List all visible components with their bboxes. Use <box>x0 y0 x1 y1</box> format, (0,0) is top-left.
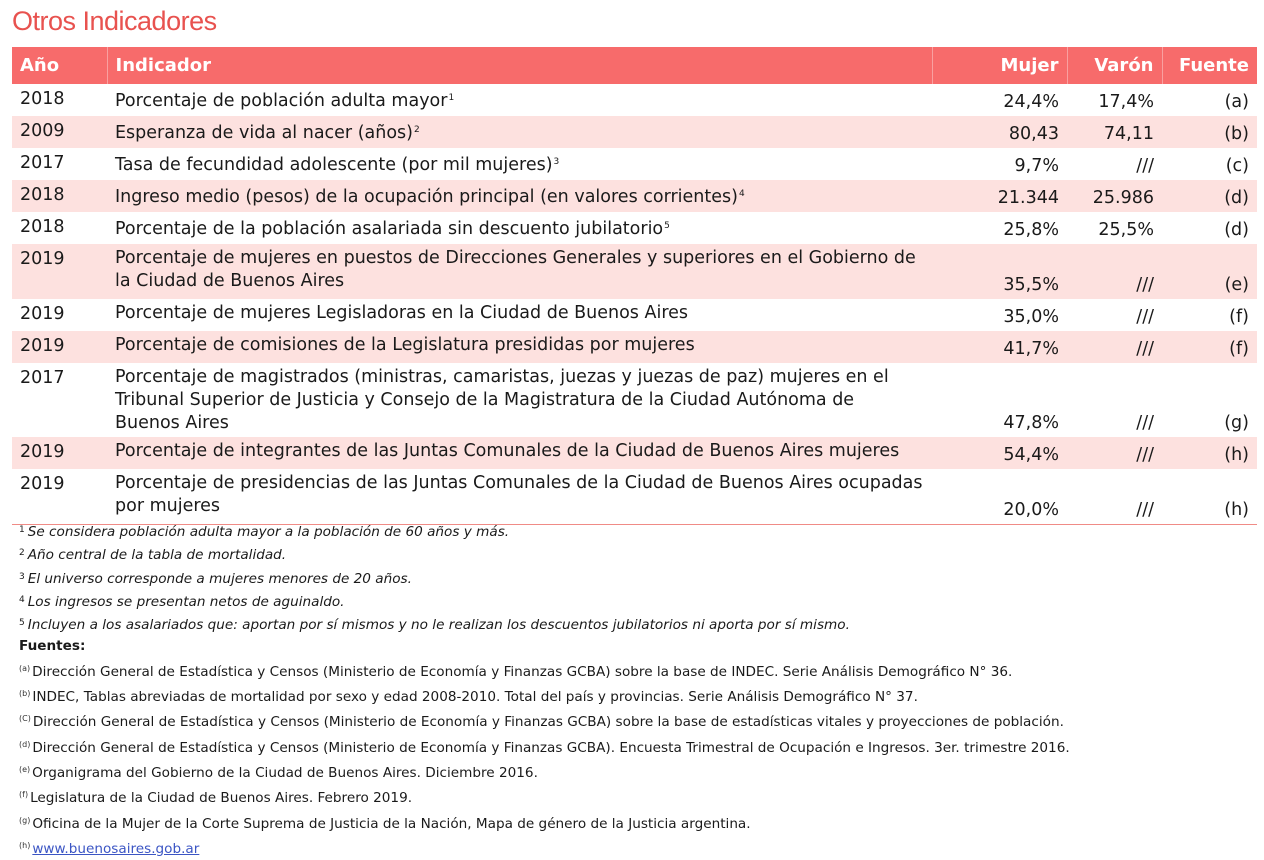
cell-male: 25.986 <box>1067 180 1162 212</box>
cell-female: 35,0% <box>1003 307 1059 327</box>
cell-indicator: Porcentaje de población adulta mayor$^1$ <box>115 91 455 111</box>
notes-section <box>19 520 1249 860</box>
cell-indicator: Porcentaje de mujeres Legisladoras en la Ciudad de Buenos Aires <box>115 303 689 323</box>
source-item: $^{(f)}$ Legislatura de la Ciudad de Buenos Aires. Febrero 2019. <box>19 790 413 807</box>
cell-source: (a) <box>1224 92 1249 112</box>
cell-year: 2019 <box>12 331 107 363</box>
cell-indicator: Ingreso medio (pesos) de la ocupación principal (en valores corrientes)$^4$ <box>107 180 932 212</box>
cell-source: (d) <box>1224 220 1249 240</box>
cell-female: 35,5% <box>932 244 1067 299</box>
table-row <box>12 116 1257 148</box>
cell-female: 47,8% <box>1003 413 1059 433</box>
cell-source: (h) <box>1162 469 1257 524</box>
cell-male: /// <box>1067 437 1162 469</box>
footnote: $^5$ Incluyen a los asalariados que: aportan por sí mismos y no le realizan los descuentos jubilatorios ni aporta por sí mismo. <box>19 617 850 634</box>
cell-year: 2019 <box>12 244 107 299</box>
cell-male: /// <box>1136 413 1154 433</box>
cell-year: 2019 <box>12 469 107 524</box>
indicators-table <box>12 47 1257 525</box>
cell-female: 24,4% <box>1003 92 1059 112</box>
source-item: $^{(C)}$ Dirección General de Estadística y Censos (Ministerio de Economía y Finanzas GCBA) sobre la base de estadísticas vitales y proyecciones de población. <box>19 714 1064 731</box>
source-item: $^{(h)}$ www.buenosaires.gob.ar <box>19 840 200 857</box>
cell-source: (b) <box>1162 116 1257 148</box>
cell-female: 54,4% <box>932 437 1067 469</box>
cell-year: 2018 <box>12 180 107 212</box>
source-item: $^{(e)}$ Organigrama del Gobierno de la Ciudad de Buenos Aires. Diciembre 2016. <box>19 764 538 781</box>
cell-source: (g) <box>1224 413 1249 433</box>
source-item: $^{(a)}$ Dirección General de Estadística y Censos (Ministerio de Economía y Finanzas GCBA) sobre la base de INDEC. Serie Análisis Demográfico N° 36. <box>19 663 1013 680</box>
source-item: $^{(d)}$ Dirección General de Estadística y Censos (Ministerio de Economía y Finanzas GCBA). Encuesta Trimestral de Ocupación e Ingresos. 3er. trimestre 2016. <box>19 739 1070 756</box>
cell-female: 20,0% <box>932 469 1067 524</box>
cell-indicator: Porcentaje de la población asalariada sin descuento jubilatorio$^5$ <box>115 219 670 239</box>
cell-male: /// <box>1067 469 1162 524</box>
footnote-ref: 1 <box>448 93 455 103</box>
table-row <box>12 212 1257 244</box>
sources-title: Fuentes: <box>19 638 86 655</box>
cell-year: 2019 <box>20 304 65 324</box>
sources-list <box>19 658 1249 860</box>
header-indicator: Indicador <box>107 47 932 84</box>
cell-male: 17,4% <box>1098 92 1154 112</box>
cell-year: 2017 <box>20 368 65 388</box>
cell-male: /// <box>1136 307 1154 327</box>
cell-year: 2019 <box>12 437 107 469</box>
footnote-ref: 5 <box>664 221 670 231</box>
footnote: $^2$ Año central de la tabla de mortalidad. <box>19 547 287 564</box>
cell-male: /// <box>1067 331 1162 363</box>
cell-male: /// <box>1067 244 1162 299</box>
cell-indicator: Esperanza de vida al nacer (años)$^2$ <box>107 116 932 148</box>
table-row <box>12 244 1257 299</box>
cell-indicator: Porcentaje de integrantes de las Juntas Comunales de la Ciudad de Buenos Aires mujeres <box>107 437 932 469</box>
table-row <box>12 437 1257 469</box>
table-row <box>12 363 1257 437</box>
cell-year: 2018 <box>20 217 65 237</box>
footnote: $^1$ Se considera población adulta mayor a la población de 60 años y más. <box>19 524 510 540</box>
page-title: Otros Indicadores <box>12 6 217 36</box>
table-header-row <box>12 47 1257 84</box>
cell-year: 2009 <box>12 116 107 148</box>
table-row <box>12 299 1257 331</box>
cell-source: (c) <box>1225 156 1249 176</box>
cell-source: (e) <box>1162 244 1257 299</box>
table-row <box>12 84 1257 116</box>
cell-indicator: Porcentaje de magistrados (ministras, camaristas, juezas y juezas de paz) mujeres en el Tribunal Superior de Justicia y Consejo de la Magistratura de la Ciudad Autónoma de Buenos Aires <box>115 367 889 433</box>
cell-indicator: Porcentaje de comisiones de la Legislatura presididas por mujeres <box>107 331 932 363</box>
footnote-ref: 4 <box>738 189 745 199</box>
cell-year: 2017 <box>20 153 65 173</box>
cell-female: 41,7% <box>932 331 1067 363</box>
table-row <box>12 180 1257 212</box>
source-link[interactable]: www.buenosaires.gob.ar <box>32 840 200 857</box>
cell-female: 21.344 <box>932 180 1067 212</box>
footnotes <box>19 520 1249 636</box>
table-row <box>12 331 1257 363</box>
cell-female: 25,8% <box>1003 220 1059 240</box>
cell-source: (f) <box>1162 331 1257 363</box>
cell-source: (f) <box>1229 307 1249 327</box>
footnote-ref: 2 <box>414 125 420 135</box>
source-item: $^{(g)}$ Oficina de la Mujer de la Corte Suprema de Justicia de la Nación, Mapa de género de la Justicia argentina. <box>19 815 751 832</box>
cell-female: 9,7% <box>1014 156 1059 176</box>
cell-male: 74,11 <box>1067 116 1162 148</box>
footnote: $^3$ El universo corresponde a mujeres menores de 20 años. <box>19 570 412 587</box>
cell-source: (d) <box>1162 180 1257 212</box>
cell-indicator: Porcentaje de presidencias de las Juntas Comunales de la Ciudad de Buenos Aires ocupadas por mujeres <box>107 469 932 524</box>
cell-female: 80,43 <box>932 116 1067 148</box>
header-female: Mujer <box>932 47 1067 84</box>
table-row <box>12 469 1257 524</box>
cell-year: 2018 <box>20 89 65 109</box>
header-male: Varón <box>1067 47 1162 84</box>
footnote-ref: 3 <box>553 157 560 167</box>
cell-indicator: Tasa de fecundidad adolescente (por mil mujeres)$^3$ <box>115 155 560 175</box>
cell-male: 25,5% <box>1098 220 1154 240</box>
cell-male: /// <box>1136 156 1154 176</box>
source-item: $^{(b)}$ INDEC, Tablas abreviadas de mortalidad por sexo y edad 2008-2010. Total del país y provincias. Serie Análisis Demográfico N° 37. <box>19 689 918 706</box>
header-year: Año <box>12 47 107 84</box>
header-source: Fuente <box>1162 47 1257 84</box>
table-row <box>12 148 1257 180</box>
cell-indicator: Porcentaje de mujeres en puestos de Direcciones Generales y superiores en el Gobierno de la Ciudad de Buenos Aires <box>107 244 932 299</box>
cell-source: (h) <box>1162 437 1257 469</box>
footnote: $^4$ Los ingresos se presentan netos de aguinaldo. <box>19 593 345 610</box>
